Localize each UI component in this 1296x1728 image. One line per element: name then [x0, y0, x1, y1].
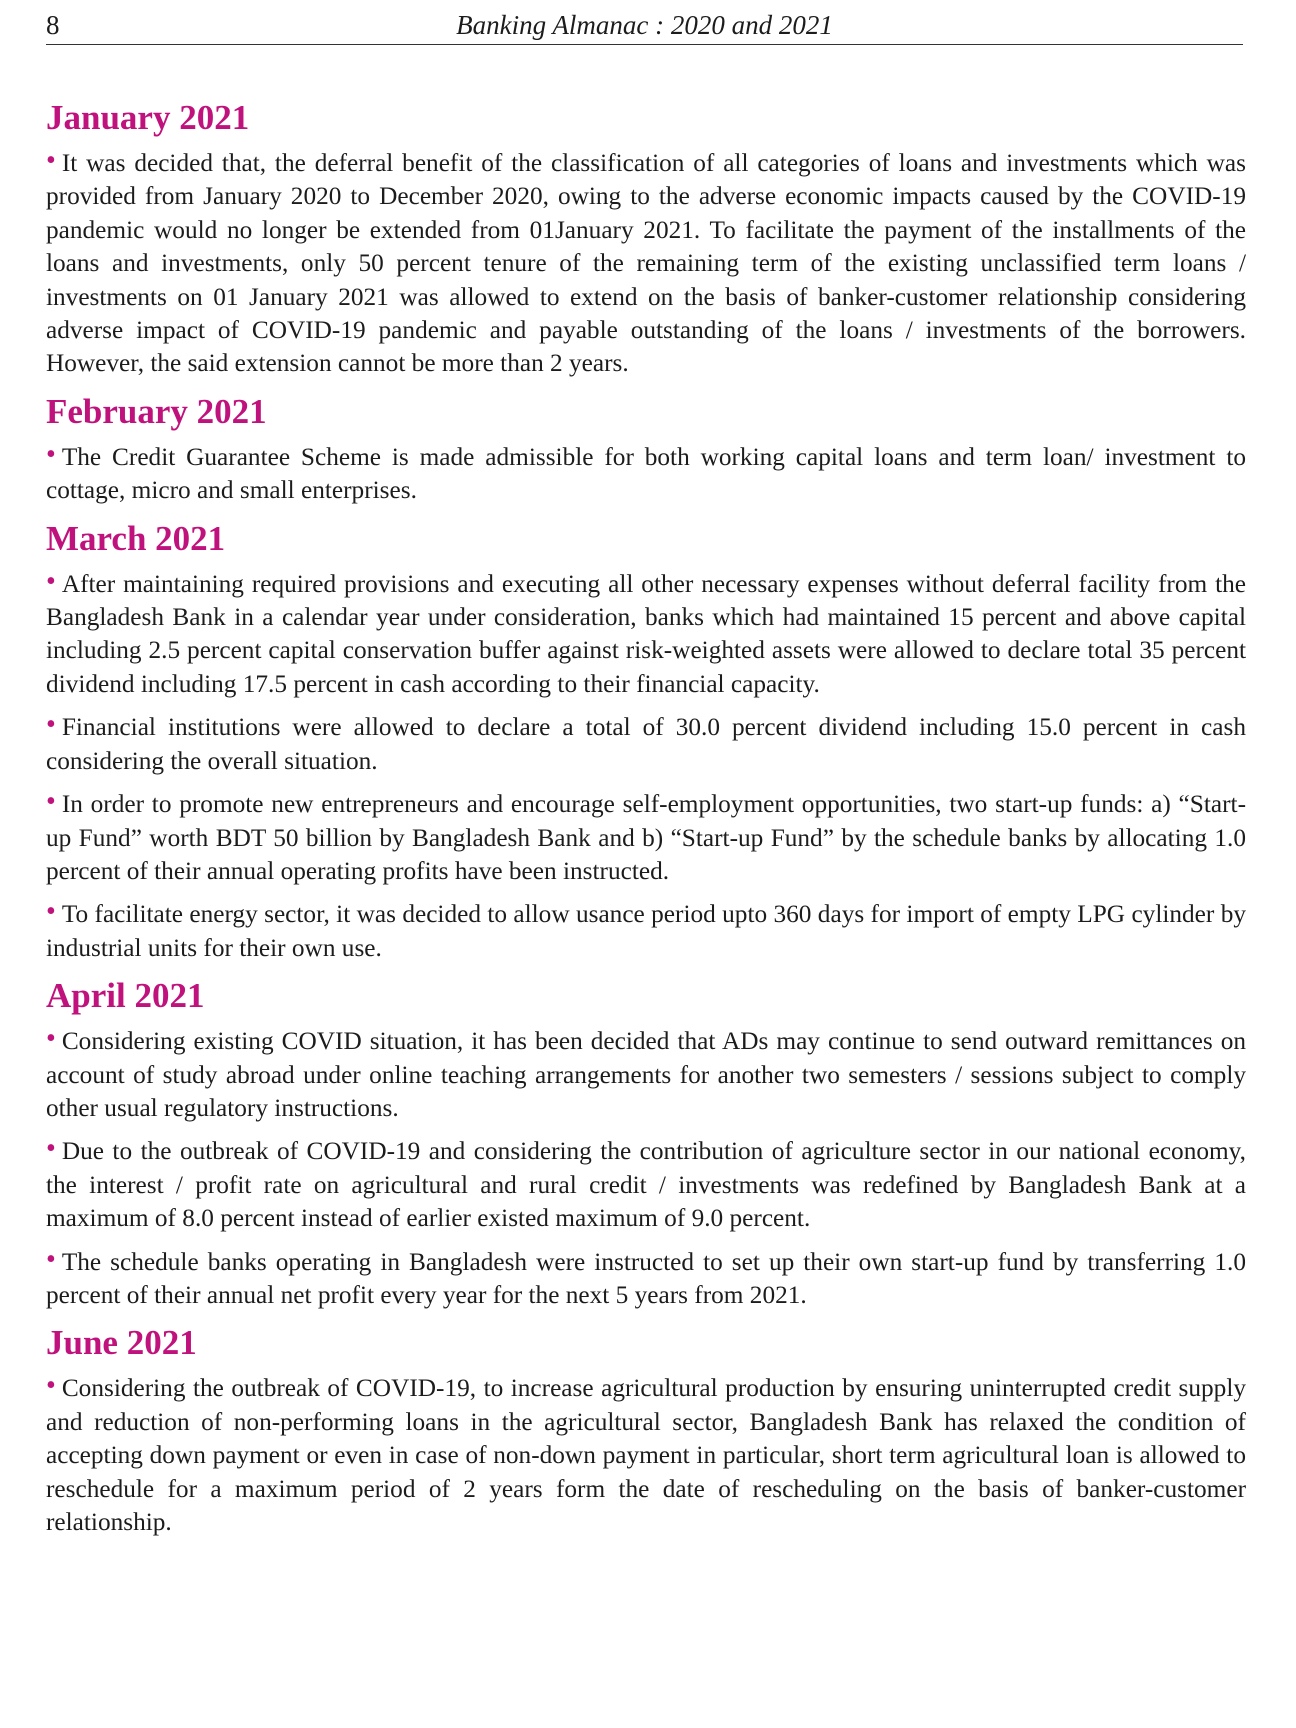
- bullet-icon: •: [46, 1133, 56, 1165]
- section-title: April 2021: [46, 976, 205, 1016]
- bullet-item: [46, 1134, 1246, 1235]
- bullet-icon: •: [46, 565, 56, 597]
- bullet-item: [46, 146, 1246, 381]
- bullet-text: Considering the outbreak of COVID-19, to increase agricultural production by ensuring uninterrupted credit supply and reduction of non-performing loans in the agricultural sector, Bangladesh Bank has relaxed the condition of accepting down payment or even in case of non-down payment in particular, short term agricultural loan is allowed to reschedule for a maximum period of 2 years form the date of rescheduling on the basis of banker-customer relationship.: [46, 1374, 1246, 1536]
- bullet-item: [46, 787, 1246, 888]
- bullet-icon: •: [46, 786, 56, 818]
- bullet-icon: •: [46, 438, 56, 470]
- section-april-2021: [46, 974, 1246, 1312]
- bullet-text: Financial institutions were allowed to declare a total of 30.0 percent dividend including 15.0 percent in cash considering the overall situation.: [46, 713, 1246, 775]
- running-header-title: Banking Almanac : 2020 and 2021: [456, 10, 833, 40]
- section-february-2021: [46, 390, 1246, 508]
- running-header: [46, 8, 1243, 45]
- bullet-item: [46, 897, 1246, 965]
- bullet-text: To facilitate energy sector, it was decided to allow usance period upto 360 days for import of empty LPG cylinder by industrial units for their own use.: [46, 900, 1246, 962]
- bullet-item: [46, 567, 1246, 702]
- bullet-text: Considering existing COVID situation, it has been decided that ADs may continue to send outward remittances on account of study abroad under online teaching arrangements for another two semesters / sessions subject to comply other usual regulatory instructions.: [46, 1027, 1246, 1122]
- bullet-item: [46, 1024, 1246, 1125]
- bullet-text: Due to the outbreak of COVID-19 and considering the contribution of agriculture sector in our national economy, the interest / profit rate on agricultural and rural credit / investments was redefined by Bangladesh Bank at a maximum of 8.0 percent instead of earlier existed maximum of 9.0 percent.: [46, 1137, 1246, 1233]
- section-title: June 2021: [46, 1323, 197, 1363]
- page-number: 8: [46, 10, 60, 40]
- bullet-icon: •: [46, 1023, 56, 1055]
- section-title: January 2021: [46, 98, 250, 137]
- bullet-item: [46, 440, 1246, 508]
- bullet-text: It was decided that, the deferral benefit of the classification of all categories of loans and investments which was provided from January 2020 to December 2020, owing to the adverse economic impacts caused by the COVID-19 pandemic would no longer be extended from 01January 2021. To facilitate the payment of the installments of the loans and investments, only 50 percent tenure of the remaining term of the existing unclassified term loans / investments on 01 January 2021 was allowed to extend on the basis of banker-customer relationship considering adverse impact of COVID-19 pandemic and payable outstanding of the loans / investments of the borrowers. However, the said extension cannot be more than 2 years.: [46, 149, 1246, 378]
- bullet-icon: •: [46, 896, 56, 928]
- bullet-icon: •: [46, 709, 56, 741]
- document-body: [46, 96, 1246, 1548]
- section-title: March 2021: [46, 518, 226, 558]
- bullet-text: The Credit Guarantee Scheme is made admissible for both working capital loans and term loan/ investment to cottage, micro and small enterprises.: [46, 442, 1246, 505]
- bullet-item: [46, 710, 1246, 778]
- bullet-text: The schedule banks operating in Bangladesh were instructed to set up their own start-up fund by transferring 1.0 percent of their annual net profit every year for the next 5 years from 2021.: [46, 1247, 1246, 1309]
- bullet-text: In order to promote new entrepreneurs and encourage self-employment opportunities, two start-up funds: a) “Start-up Fund” worth BDT 50 billion by Bangladesh Bank and b) “Start-up Fund” by the schedule banks by allocating 1.0 percent of their annual operating profits have been instructed.: [46, 790, 1246, 885]
- bullet-icon: •: [46, 1243, 56, 1275]
- bullet-icon: •: [46, 1370, 56, 1402]
- bullet-item: [46, 1371, 1246, 1539]
- section-march-2021: [46, 517, 1246, 965]
- section-january-2021: [46, 96, 1246, 381]
- bullet-item: [46, 1245, 1246, 1313]
- bullet-text: After maintaining required provisions and executing all other necessary expenses without deferral facility from the Bangladesh Bank in a calendar year under consideration, banks which had maintained 15 percent and above capital including 2.5 percent capital conservation buffer against risk-weighted assets were allowed to declare total 35 percent dividend including 17.5 percent in cash according to their financial capacity.: [46, 569, 1246, 698]
- section-june-2021: [46, 1321, 1246, 1539]
- section-title: February 2021: [46, 391, 267, 431]
- bullet-icon: •: [46, 145, 56, 176]
